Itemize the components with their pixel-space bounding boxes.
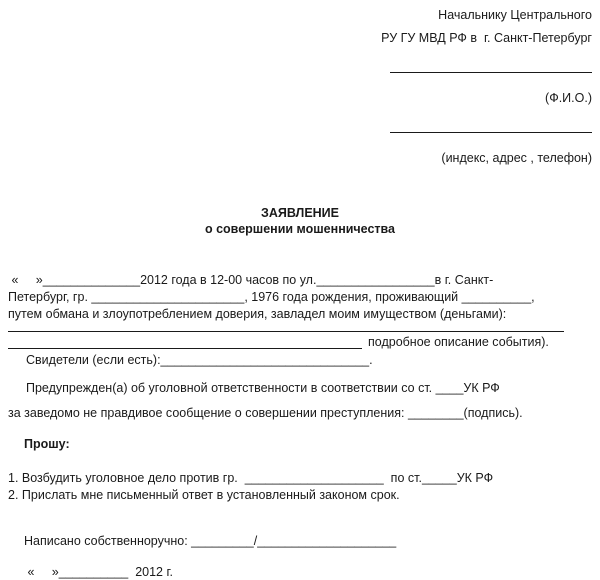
warned-line-1: Предупрежден(а) об уголовной ответственности в соответствии со ст. ____УК РФ <box>26 381 500 395</box>
request-heading: Прошу: <box>24 437 70 451</box>
document-subtitle: о совершении мошенничества <box>204 222 396 236</box>
contacts-label: (индекс, адрес , телефон) <box>441 151 592 165</box>
body-line-1: « »______________2012 года в 12-00 часов по ул._________________в г. Санкт- <box>8 273 494 287</box>
handwritten-signature-line: Написано собственноручно: _________/____________________ <box>24 534 397 548</box>
fio-label: (Ф.И.О.) <box>545 91 592 105</box>
description-blank-line <box>8 331 564 332</box>
request-item-2: 2. Прислать мне письменный ответ в установленный законом срок. <box>8 488 400 502</box>
addressee-line-1: Начальнику Центрального <box>438 8 592 22</box>
document-title: ЗАЯВЛЕНИЕ <box>260 206 339 220</box>
witnesses-line: Свидетели (если есть):______________________________. <box>26 353 373 367</box>
fio-blank-line <box>390 72 592 73</box>
body-line-3: путем обмана и злоупотреблением доверия, завладел моим имуществом (деньгами): <box>8 307 507 321</box>
date-line: « »__________ 2012 г. <box>24 565 173 579</box>
addressee-line-2: РУ ГУ МВД РФ в г. Санкт-Петербург <box>381 31 592 45</box>
request-item-1: 1. Возбудить уголовное дело против гр. ____________________ по ст._____УК РФ <box>8 471 494 485</box>
event-description-label: подробное описание события). <box>368 335 549 349</box>
contacts-blank-line <box>390 132 592 133</box>
warned-line-2: за заведомо не правдивое сообщение о совершении преступления: ________(подпись). <box>8 406 523 420</box>
description-blank-line-short <box>8 348 362 349</box>
body-line-2: Петербург, гр. ______________________, 1976 года рождения, проживающий __________, <box>8 290 535 304</box>
